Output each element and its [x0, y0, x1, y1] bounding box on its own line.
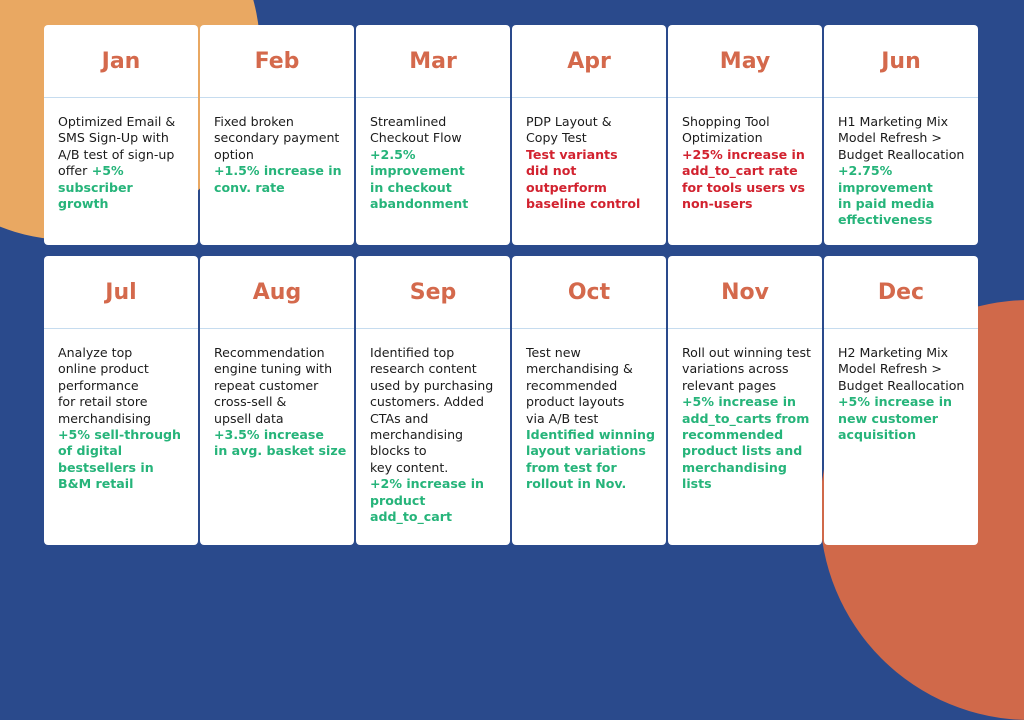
month-card-jan	[44, 25, 198, 245]
month-title: Mar	[356, 25, 510, 98]
month-title: Nov	[668, 256, 822, 329]
month-body	[44, 98, 198, 212]
month-result: +2% increase in product add_to_cart	[370, 476, 485, 525]
month-description: Analyze top online product performance for retail store merchandising	[58, 345, 152, 426]
month-card-jun	[824, 25, 978, 245]
month-card-aug	[200, 256, 354, 545]
month-description: Streamlined Checkout Flow	[370, 114, 462, 146]
month-result: +25% increase in add_to_cart rate for tools users vs non-users	[682, 146, 806, 212]
month-result: +5% sell-through of digital bestsellers in B&M retail	[58, 427, 182, 492]
month-card-oct	[512, 256, 666, 545]
month-result: +1.5% increase in conv. rate	[214, 163, 342, 195]
month-body	[824, 98, 978, 229]
month-result: +2.5% improvement in checkout abandonment	[370, 146, 469, 212]
month-title: Jun	[824, 25, 978, 98]
month-body	[512, 98, 666, 212]
month-description: H2 Marketing Mix Model Refresh > Budget Reallocation	[838, 345, 965, 393]
month-title: Jan	[44, 25, 198, 98]
month-title: Apr	[512, 25, 666, 98]
timeline-row-h1	[44, 25, 980, 245]
month-result: +5% increase in new customer acquisition	[838, 394, 953, 443]
monthly-timeline-grid	[44, 25, 980, 545]
month-card-jul	[44, 256, 198, 545]
month-card-dec	[824, 256, 978, 545]
month-title: Sep	[356, 256, 510, 329]
month-title: May	[668, 25, 822, 98]
month-body	[200, 98, 354, 196]
month-card-apr	[512, 25, 666, 245]
month-result: Test variants did not outperform baseline control	[526, 146, 641, 212]
month-result: +5% increase in add_to_carts from recommended product lists and merchandising lists	[682, 394, 810, 492]
month-title: Oct	[512, 256, 666, 329]
month-description: Optimized Email & SMS Sign-Up with A/B test of sign-up offer	[58, 114, 176, 179]
month-card-feb	[200, 25, 354, 245]
month-body	[200, 329, 354, 460]
month-description: H1 Marketing Mix Model Refresh > Budget Reallocation	[838, 114, 965, 162]
month-body	[512, 329, 666, 493]
month-title: Dec	[824, 256, 978, 329]
month-body	[44, 329, 198, 493]
month-description: PDP Layout & Copy Test	[526, 114, 612, 146]
month-body	[668, 329, 822, 493]
month-title: Jul	[44, 256, 198, 329]
month-title: Aug	[200, 256, 354, 329]
month-body	[356, 329, 510, 525]
month-body	[668, 98, 822, 212]
month-result: +5% subscriber growth	[58, 163, 133, 212]
month-description: Recommendation engine tuning with repeat customer cross-sell & upsell data	[214, 345, 333, 426]
month-description: Roll out winning test variations across relevant pages	[682, 345, 811, 393]
month-card-sep	[356, 256, 510, 545]
month-body	[356, 98, 510, 212]
month-title: Feb	[200, 25, 354, 98]
month-result: +3.5% increase in avg. basket size	[214, 427, 347, 459]
month-result: Identified winning layout variations from test for rollout in Nov.	[526, 427, 655, 492]
month-description: Fixed broken secondary payment option	[214, 114, 340, 162]
month-description: Identified top research content used by purchasing customers. Added CTAs and merchandising blocks to key content.	[370, 345, 494, 475]
month-card-may	[668, 25, 822, 245]
month-description: Shopping Tool Optimization	[682, 114, 770, 146]
month-card-mar	[356, 25, 510, 245]
month-description: Test new merchandising & recommended product layouts via A/B test	[526, 345, 633, 426]
month-body	[824, 329, 978, 443]
timeline-row-h2	[44, 256, 980, 545]
month-card-nov	[668, 256, 822, 545]
month-result: +2.75% improvement in paid media effectiveness	[838, 163, 935, 228]
